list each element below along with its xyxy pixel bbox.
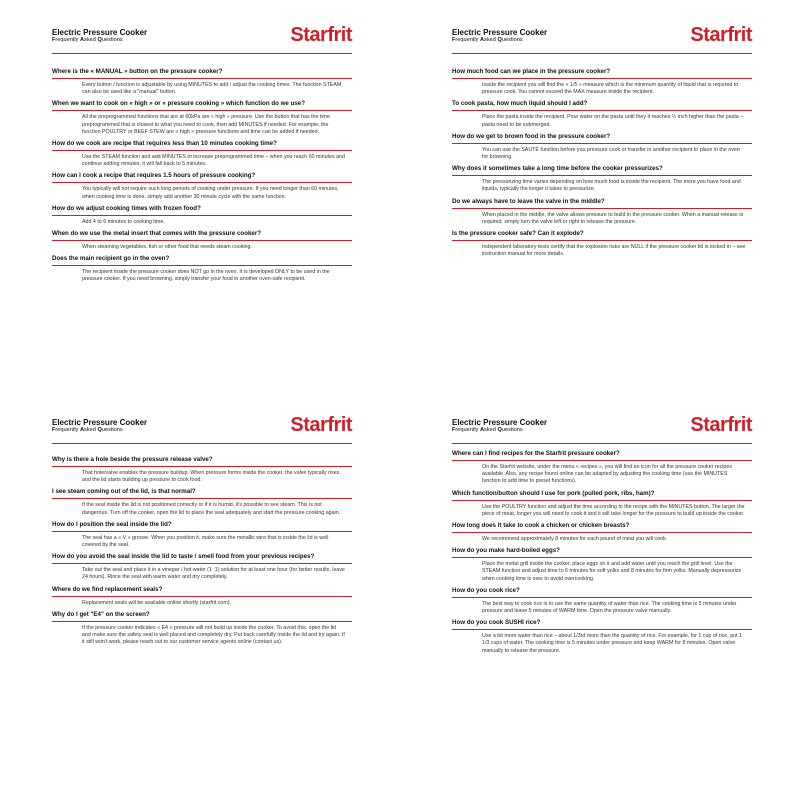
faq-item — [452, 68, 752, 96]
faq-item — [52, 100, 352, 136]
faq-item — [452, 522, 752, 543]
faq-question: How do you make hard-boiled eggs? — [452, 547, 752, 558]
faq-item — [452, 133, 752, 161]
faq-answer: Place the metal grill inside the cooker, place eggs on it and add water until you reach the grill level. Use the STEAM function and adjust time to 6 minutes for soft yolks and 8 minutes for firm yolks. Manually depressurize when cooking time is over to avoid overcooking. — [482, 561, 742, 582]
faq-item — [52, 205, 352, 226]
faq-question: To cook pasta, how much liquid should I add? — [452, 100, 752, 111]
faq-answer: We recommend approximately 8 minutes for each pound of meat you will cook. — [482, 536, 668, 543]
faq-answer: On the Starfrit website, under the menu « recipes », you will find an icon for all the pressure cooker recipes available. Also, any recipe found online can be adapted by adjusting the cooking time (use the MINUTES function to add time to preset functions). — [482, 464, 732, 485]
faq-question: I see steam coming out of the lid, is that normal? — [52, 488, 352, 499]
faq-question: Which function/button should I use for pork (pulled pork, ribs, ham)? — [452, 490, 752, 501]
faq-answer: Every button / function is adjustable by using MINUTES to add / adjust the cooking times. The function STEAM can also be used like a "manual" button. — [82, 82, 342, 96]
faq-question: How can I cook a recipe that requires 1.5 hours of pressure cooking? — [52, 172, 352, 183]
faq-item — [52, 521, 352, 549]
document-title: Electric Pressure Cooker — [452, 418, 548, 427]
faq-page-4 — [400, 408, 792, 800]
faq-item — [452, 198, 752, 226]
starfrit-logo: Starfrit — [290, 24, 352, 46]
faq-question: How do we adjust cooking times with frozen food? — [52, 205, 352, 216]
starfrit-logo: Starfrit — [690, 414, 752, 436]
faq-answer: Use the STEAM function and add MINUTES to increase preprogrammed time – when you reach 60 minutes and continue adding minutes, it will fall back to 5 minutes. — [82, 154, 345, 168]
faq-answer: Use a bit more water than rice – about 1/3rd more than the quantity of rice. For example, for 1 cup of rice, put 1 1/3 cups of water. The cooking time is 5 minutes under pressure and keep WARM for 8 minutes. Open valve manually to release the pressure. — [482, 633, 742, 654]
faq-question: Do we always have to leave the valve in the middle? — [452, 198, 752, 209]
faq-question: Why do I get "E4" on the screen? — [52, 611, 352, 622]
document-title: Electric Pressure Cooker — [52, 418, 148, 427]
document-subtitle: Frequently Asked Questions — [452, 427, 523, 433]
faq-list — [52, 68, 352, 288]
faq-list — [452, 68, 752, 262]
faq-item — [452, 547, 752, 583]
faq-question: Is the pressure cooker safe? Can it explode? — [452, 230, 752, 241]
header-divider — [452, 443, 752, 444]
faq-page-3 — [0, 408, 392, 800]
faq-item — [52, 611, 352, 647]
faq-item — [452, 450, 752, 486]
faq-question: How do you cook rice? — [452, 587, 752, 598]
faq-answer: The pressurizing time varies depending on how much food is inside the recipient. The more you have food and liquids, typically the longer it takes to pressurize. — [482, 179, 741, 193]
page-header — [52, 24, 352, 54]
faq-question: Where do we find replacement seals? — [52, 586, 352, 597]
faq-item — [452, 619, 752, 655]
faq-answer: You typically will not require such long periods of cooking under pressure. If you need longer than 60 minutes, when cooking time is done, simply add another 30 minute cycle with the same function. — [82, 186, 339, 200]
document-title: Electric Pressure Cooker — [52, 28, 148, 37]
starfrit-logo: Starfrit — [290, 414, 352, 436]
header-divider — [52, 53, 352, 54]
faq-item — [452, 230, 752, 258]
faq-answer: Use the POULTRY function and adjust the time according to the recipe with the MINUTES button. The larger the piece of meat, longer you will need to cook it and it will take longer for the pressure to build up inside the cooker. — [482, 503, 745, 517]
faq-question: How do we cook are recipe that requires less than 10 minutes cooking time? — [52, 140, 352, 151]
faq-item — [52, 553, 352, 581]
faq-answer: Place the pasta inside the recipient. Pour water on the pasta until they it reaches ½ inch higher than the pasta – pasta need to be submerged. — [482, 114, 744, 128]
faq-item — [52, 68, 352, 96]
faq-answer: Add 4 to 6 minutes to cooking time. — [82, 218, 165, 225]
faq-question: How do you avoid the seal inside the lid to taste / smell food from your previous recipes? — [52, 553, 352, 564]
faq-answer: Inside the recipient you will find the « 1/5 » measure which is the minimum quantity of liquid that is required to pressure cook. You cannot exceed the MAX measure inside the recipient. — [482, 82, 739, 96]
faq-answer: Independent laboratory tests certify that the explosion risks are NULL if the pressure cooker lid is locked in – see instruction manual for more details. — [482, 244, 746, 258]
faq-question: How do we get to brown food in the pressure cooker? — [452, 133, 752, 144]
faq-answer: All the preprogrammed functions that are at 60kPa are « high » pressure. Use the button that has the time preprogrammed that is closest to what you need to cook, then add MINUTES if needed. For example, the function POULTRY or BEEF STEW are « high » pressure functions and time can be added if needed. — [82, 114, 330, 135]
faq-item — [52, 255, 352, 283]
page-header — [52, 414, 352, 444]
faq-question: Why is there a hole beside the pressure release valve? — [52, 456, 352, 467]
faq-answer: If the pressure cooker indicates « E4 » pressure will not build up inside the cooker. To avoid this, open the lid and make sure the safety seal is well placed and completely dry. Put back carefully inside the lid and try again. If it still won't work, please reach out to our customer service agents online (contact us). — [82, 624, 345, 646]
faq-answer: That hole/valve enables the pressure buildup. When pressure forms inside the cooker, the valve typically rises, and the lid starts building up pressure to cook food. — [82, 470, 341, 484]
document-subtitle: Frequently Asked Questions — [52, 427, 123, 433]
faq-answer: Take out the seal and place it in a vinegar / hot water (1 :1) solution for at least one hour (for better results, leave 24 hours). Rince the seal with warm water and dry completely. — [82, 567, 345, 581]
faq-answer: When steaming vegetables, fish or other food that needs steam cooking. — [82, 244, 252, 251]
header-divider — [452, 53, 752, 54]
page-header — [452, 414, 752, 444]
faq-question: Does the main recipient go in the oven? — [52, 255, 352, 266]
faq-answer: If the seal inside the lid is not positioned correctly or if it is humid, it's possible to see steam. This is not dangerous. Turn off the cooker, open the lid to place the seal adequately and start the pressure cooking again. — [82, 502, 341, 516]
faq-list — [452, 450, 752, 659]
faq-question: How long does it take to cook a chicken or chicken breasts? — [452, 522, 752, 533]
document-title: Electric Pressure Cooker — [452, 28, 548, 37]
faq-question: Where is the « MANUAL » button on the pressure cooker? — [52, 68, 352, 79]
faq-question: When do we use the metal insert that comes with the pressure cooker? — [52, 230, 352, 241]
faq-question: How do you cook SUSHI rice? — [452, 619, 752, 630]
faq-answer: The best way to cook rice is to use the same quantity of water than rice. The cooking time is 5 minutes under pressure and leave 5 minutes of WARM time. Open the pressure valve manually. — [482, 600, 737, 615]
faq-answer: Replacement seals will be available online shortly (starfrit.com). — [82, 599, 231, 606]
faq-question: How much food can we place in the pressure cooker? — [452, 68, 752, 79]
faq-question: How do I position the seal inside the lid? — [52, 521, 352, 532]
document-subtitle: Frequently Asked Questions — [452, 37, 523, 43]
header-divider — [52, 443, 352, 444]
faq-item — [52, 586, 352, 607]
faq-question: When we want to cook on « high » or « pressure cooking » which function do we use? — [52, 100, 352, 111]
faq-item — [452, 165, 752, 193]
faq-item — [52, 456, 352, 484]
faq-list — [52, 456, 352, 650]
faq-answer: When placed in the middle, the valve allows pressure to build in the pressure cooker. When a manual release is required, simply turn the valve left or right to release the pressure. — [482, 211, 744, 225]
faq-item — [52, 140, 352, 168]
faq-item — [452, 100, 752, 128]
starfrit-logo: Starfrit — [690, 24, 752, 46]
faq-item — [452, 490, 752, 518]
faq-question: Why does it sometimes take a long time before the cooker pressurizes? — [452, 165, 752, 176]
page-header — [452, 24, 752, 54]
faq-item — [52, 488, 352, 516]
faq-answer: The recipient inside the pressure cooker does NOT go in the oven. It is developed ONLY to be used in the pressure cooker. If you need browning, simply transfer your food in another oven-safe recipient. — [82, 269, 330, 283]
faq-item — [52, 230, 352, 251]
faq-item — [52, 172, 352, 200]
document-subtitle: Frequently Asked Questions — [52, 37, 123, 43]
faq-question: Where can I find recipes for the Starfrit pressure cooker? — [452, 450, 752, 461]
faq-page-2 — [400, 0, 792, 392]
faq-answer: You can use the SAUTÉ function before you pressure cook or transfer in another recipient to place in the oven for browning. — [482, 146, 740, 161]
faq-answer: The seal has a « V » groove. When you position it, make sure the metallic wire that is inside the lid is well covered by the seal. — [82, 534, 329, 549]
faq-item — [452, 587, 752, 615]
faq-page-1 — [0, 0, 392, 392]
